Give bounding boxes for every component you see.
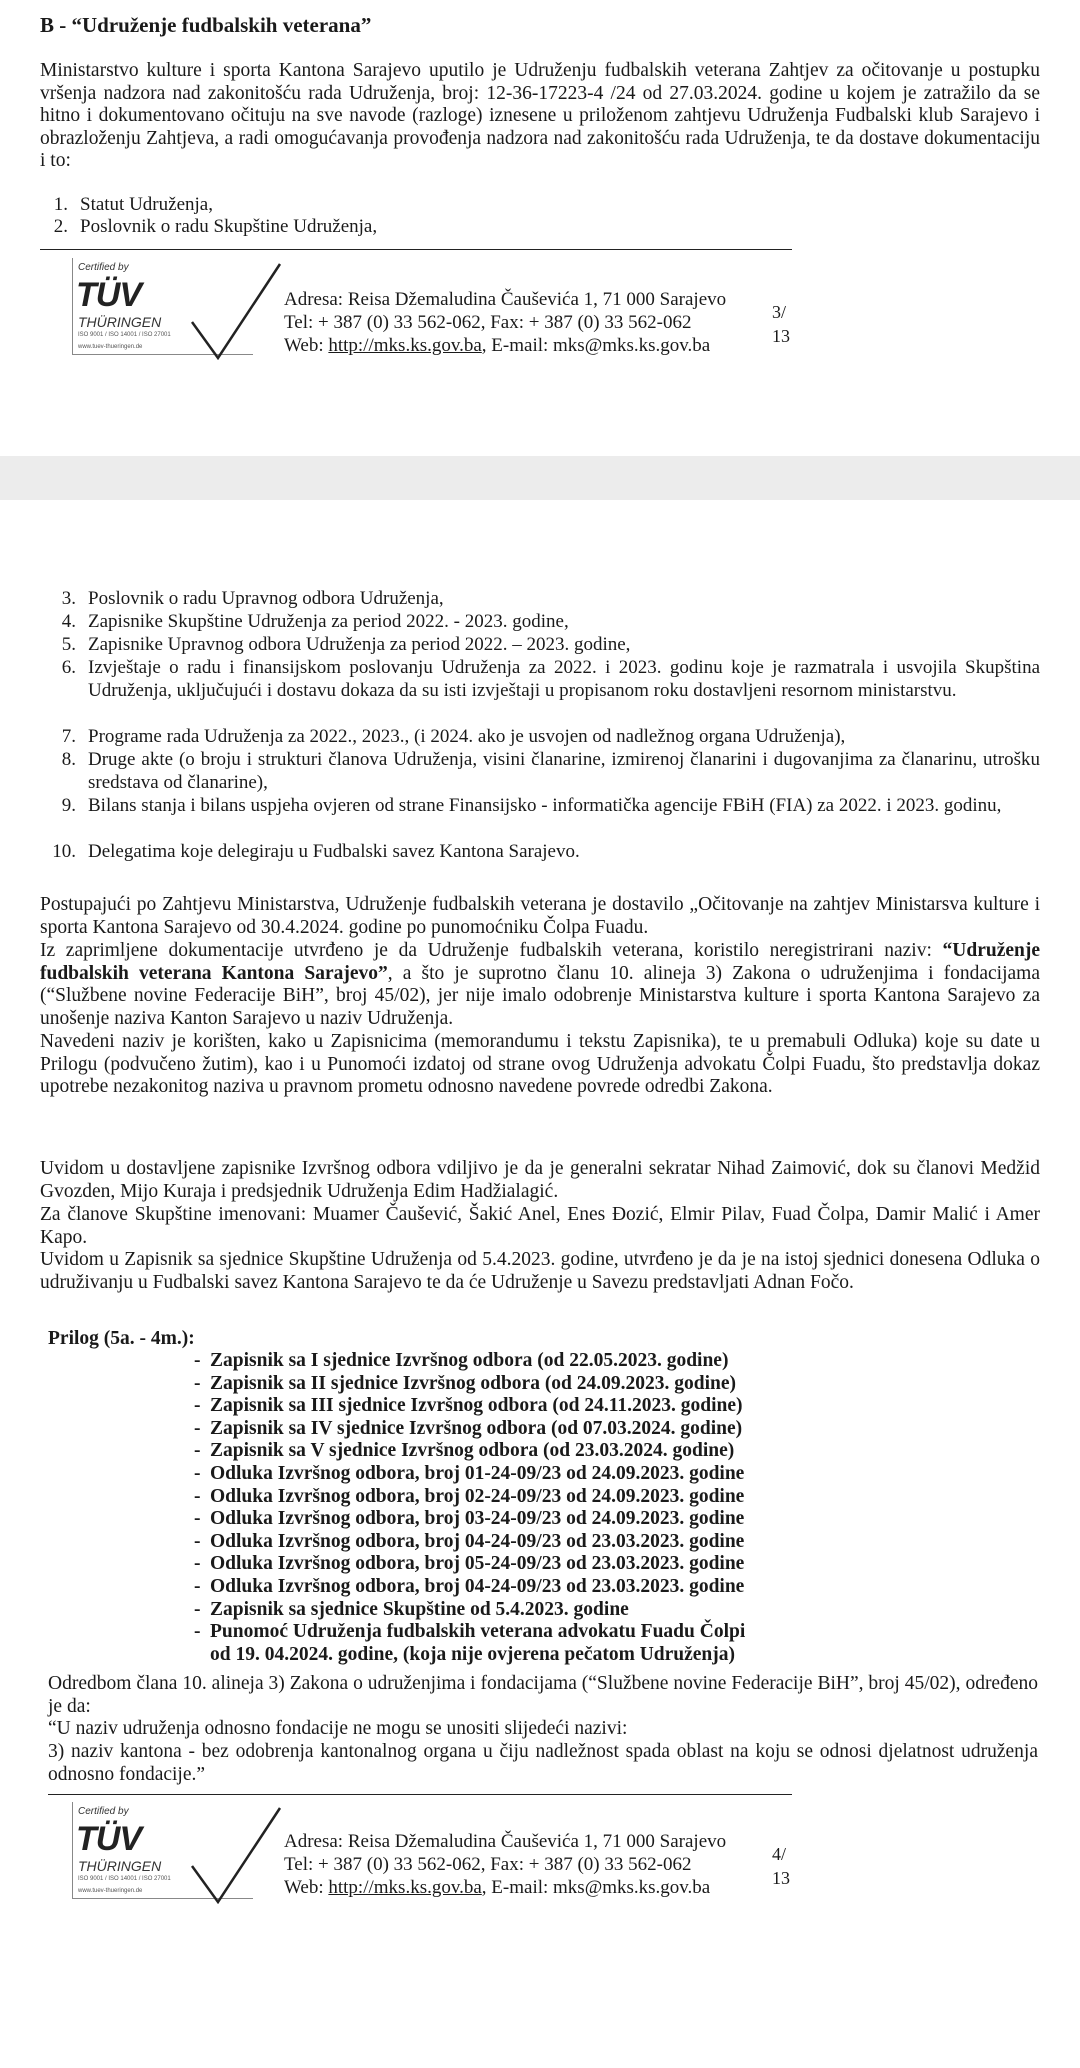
attachment-item: - Odluka Izvršnog odbora, broj 04-24-09/23 od 23.03.2023. godine	[194, 1576, 745, 1597]
page-total: 13	[772, 1868, 790, 1888]
checkmark-icon	[184, 260, 284, 360]
footer-address: Adresa: Reisa Džemaludina Čauševića 1, 71 000 Sarajevo	[284, 289, 727, 310]
attachment-item: - Odluka Izvršnog odbora, broj 05-24-09/23 od 23.03.2023. godine	[194, 1553, 745, 1575]
attachment-item: - Odluka Izvršnog odbora, broj 02-24-09/23 od 24.09.2023. godine	[194, 1485, 745, 1507]
paragraph-request: Ministarstvo kulture i sporta Kantona Sarajevo uputilo je Udruženju fudbalskih veterana Zahtjev za očitovanje u postupku vršenja nadzora nad zakonitošću rada Udruženja, broj: 12-36-17223-4 /24 od 27.03.2024. godine u kojem je zatražilo da se hitno i dokumentovano očituju na sve navode (razloge) iznesene u priloženom zahtjevu Udruženja Fudbalski klub Sarajevo i obrazloženju Zahtjeva, a radi omogućavanja provođenja nadzora nad zakonitošću rada Udruženja, te da dostave dokumentaciju i to:	[40, 60, 1040, 172]
page-separator	[0, 456, 1080, 500]
tuv-logo: Certified by TÜV THÜRINGEN ISO 9001 / ISO 14001 / ISO 27001 www.tuev-thueringen.de	[68, 258, 268, 376]
attachment-item: - Punomoć Udruženja fudbalskih veterana advokatu Fuadu Čolpi	[194, 1621, 746, 1643]
paragraph-assembly-members: Za članove Skupštine imenovani: Muamer Čaušević, Šakić Anel, Enes Đozić, Elmir Pilav, Fuad Čolpa, Damir Malić i Amer Kapo.	[40, 1204, 1040, 1248]
prilog-title: Prilog (5a. - 4m.):	[48, 1328, 195, 1349]
website-link[interactable]: http://mks.ks.gov.ba	[328, 335, 482, 356]
attachment-item: - Zapisnik sa V sjednice Izvršnog odbora (od 23.03.2024. godine)	[194, 1440, 735, 1462]
footer-divider	[40, 249, 792, 250]
page-footer	[62, 1802, 1062, 1922]
page-footer	[62, 258, 1062, 378]
section-title: B - “Udruženje fudbalskih veterana”	[40, 13, 372, 37]
paragraph-law-provision: Odredbom člana 10. alineja 3) Zakona o udruženjima i fondacijama (“Službene novine Federacije BiH”, broj 45/02), određeno je da:	[48, 1673, 1038, 1717]
footer-divider	[48, 1794, 792, 1795]
attachment-item: - Odluka Izvršnog odbora, broj 04-24-09/23 od 23.03.2023. godine	[194, 1530, 745, 1552]
page-total: 13	[772, 326, 790, 346]
tuv-logo: Certified by TÜV THÜRINGEN ISO 9001 / ISO 14001 / ISO 27001 www.tuev-thueringen.de	[68, 1802, 268, 1920]
website-link[interactable]: http://mks.ks.gov.ba	[328, 1877, 482, 1898]
unregistered-name: “Udruženje fudbalskih veterana Kantona Sarajevo”	[40, 940, 1040, 984]
attachment-item: - Zapisnik sa I sjednice Izvršnog odbora (od 22.05.2023. godine)	[194, 1350, 729, 1371]
document-page-3: B - “Udruženje fudbalskih veterana” Ministarstvo kulture i sporta Kantona Sarajevo uputilo je Udruženju fudbalskih veterana Zahtjev za očitovanje u postupku vršenja nadzora nad zakonitošću rada Udruženja, broj: 12-36-17223-4 /24 od 27.03.2024. godine u kojem je zatražilo da se hitno i dokumentovano očituju na sve navode (razloge) iznesene u priloženom zahtjevu Udruženja Fudbalski klub Sarajevo i obrazloženju Zahtjeva, a radi omogućavanja provođenja nadzora nad zakonitošću rada Udruženja, te da dostave dokumentaciju i to: 1. Statut Udruženja, 2. Poslovnik o radu Skupštine Udruženja, Certified by TÜV THÜRINGEN ISO 9001 / ISO 14001 / ISO 27001 www.tuev-thueringen.de Adresa: Reisa Džemaludina Čauševića 1, 71 000 Sarajevo Tel: + 387 (0) 33 562-062, Fax: + 387 (0) 33 562-062 Web: http://mks.ks.gov.ba, E-mail: mks@mks.ks.gov.ba 3/ 13	[0, 0, 1080, 378]
footer-web: Web: http://mks.ks.gov.ba, E-mail: mks@mks.ks.gov.ba	[284, 1877, 711, 1898]
page-number: 3/	[772, 302, 787, 322]
attachment-item: - Zapisnik sa IV sjednice Izvršnog odbora (od 07.03.2024. godine)	[194, 1417, 743, 1439]
attachment-item: - Odluka Izvršnog odbora, broj 01-24-09/23 od 24.09.2023. godine	[194, 1463, 745, 1484]
paragraph-assembly-decision: Uvidom u Zapisnik sa sjednice Skupštine Udruženja od 5.4.2023. godine, utvrđeno je da je na istoj sjednici donesena Odluka o udruživanju u Fudbalski savez Kantona Sarajevo te da će Udruženje u Savezu predstavljati Adnan Fočo.	[40, 1249, 1040, 1293]
document-page-4: 3. Poslovnik o radu Upravnog odbora Udruženja, 4. Zapisnike Skupštine Udruženja za period 2022. - 2023. godine, 5. Zapisnike Upravnog odbora Udruženja za period 2022. – 2023. godine, 6. Izvještaje o radu i finansijskom poslovanju Udruženja za 2022. i 2023. godinu koje je razmatrala i usvojila Skupština Udruženja, uključujući i dostavu dokaza da su isti izvještaji u propisanom roku dostavljeni resornom ministarstvu. 7. Programe rada Udruženja za 2022., 2023., (i 2024. ako je usvojen od nadležnog organa Udruženja), 8. Druge akte (o broju i strukturi članova Udruženja, visini članarine, izmirenoj članarini i dugovanjima za članarinu, utrošku sredstava od članarine), 9. Bilans stanja i bilans uspjeha ovjeren od strane Finansijsko - informatička agencije FBiH (FIA) za 2022. i 2023. godinu, 10. Delegatima koje delegiraju u Fudbalski savez Kantona Sarajevo. Postupajući po Zahtjevu Ministarstva, Udruženje fudbalskih veterana je dostavilo „Očitovanje na zahtjev Ministarsva kulture i sporta Kantona Sarajevo od 30.4.2024. godine po punomoćniku Čolpa Fuadu. Iz zaprimljene dokumentacije utvrđeno je da Udruženje fudbalskih veterana, koristilo neregistrirani naziv: “Udruženje fudbalskih veterana Kantona Sarajevo”, a što je suprotno članu 10. alineja 3) Zakona o udruženjima i fondacijama (“Službene novine Federacije BiH”, broj 45/02), jer nije imalo odobrenje Ministarstva kulture i sporta Kantona Sarajevo za unošenje naziva Kanton Sarajevo u naziv Udruženja. Navedeni naziv je korišten, kako u Zapisnicima (memorandumu i tekstu Zapisnika), te u premabuli Odluka) koje su date u Prilogu (podvučeno žutim), kao i u Punomoći izdatoj od strane ovog Udruženja advokatu Čolpi Fuadu, što predstavlja dokaz upotrebe nezakonitog naziva u pravnom prometu odnosno navedene povrede odredbi Zakona. Uvidom u dostavljene zapisnike Izvršnog odbora vdiljivo je da je generalni sekratar Nihad Zaimović, dok su članovi Medžid Gvozden, Mijo Kuraja i predsjednik Udruženja Edim Hadžialagić. Za članove Skupštine imenovani: Muamer Čaušević, Šakić Anel, Enes Đozić, Elmir Pilav, Fuad Čolpa, Damir Malić i Amer Kapo. Uvidom u Zapisnik sa sjednice Skupštine Udruženja od 5.4.2023. godine, utvrđeno je da je na istoj sjednici donesena Odluka o udruživanju u Fudbalski savez Kantona Sarajevo te da će Udruženje u Savezu predstavljati Adnan Fočo. Prilog (5a. - 4m.): - Zapisnik sa I sjednice Izvršnog odbora (od 22.05.2023. godine) - Zapisnik sa II sjednice Izvršnog odbora (od 24.09.2023. godine) - Zapisnik sa III sjednice Izvršnog odbora (od 24.11.2023. godine) - Zapisnik sa IV sjednice Izvršnog odbora (od 07.03.2024. godine) - Zapisnik sa V sjednice Izvršnog odbora (od 23.03.2024. godine) - Odluka Izvršnog odbora, broj 01-24-09/23 od 24.09.2023. godine - Odluka Izvršnog odbora, broj 02-24-09/23 od 24.09.2023. godine - Odluka Izvršnog odbora, broj 03-24-09/23 od 24.09.2023. godine - Odluka Izvršnog odbora, broj 04-24-09/23 od 23.03.2023. godine - Odluka Izvršnog odbora, broj 05-24-09/23 od 23.03.2023. godine - Odluka Izvršnog odbora, broj 04-24-09/23 od 23.03.2023. godine - Zapisnik sa sjednice Skupštine od 5.4.2023. godine - Punomoć Udruženja fudbalskih veterana advokatu Fuadu Čolpi od 19. 04.2024. godine, (koja nije ovjerena pečatom Udruženja) Odredbom člana 10. alineja 3) Zakona o udruženjima i fondacijama (“Službene novine Federacije BiH”, broj 45/02), određeno je da: “U naziv udruženja odnosno fondacije ne mogu se unositi slijedeći nazivi: 3) naziv kantona - bez odobrenja kantonalnog organa u čiju nadležnost spada oblast na koju se odnosi djelatnost udruženja odnosno fondacije.” Certified by TÜV THÜRINGEN ISO 9001 / ISO 14001 / ISO 27001 www.tuev-thueringen.de Adresa: Reisa Džemaludina Čauševića 1, 71 000 Sarajevo Tel: + 387 (0) 33 562-062, Fax: + 387 (0) 33 562-062 Web: http://mks.ks.gov.ba, E-mail: mks@mks.ks.gov.ba 4/ 13	[0, 500, 1080, 2068]
paragraph-response: Postupajući po Zahtjevu Ministarstva, Udruženje fudbalskih veterana je dostavilo „Očitovanje na zahtjev Ministarsva kulture i sporta Kantona Sarajevo od 30.4.2024. godine po punomoćniku Čolpa Fuadu.	[40, 894, 1040, 938]
attachment-item: - Zapisnik sa II sjednice Izvršnog odbora (od 24.09.2023. godine)	[194, 1372, 737, 1394]
footer-address: Adresa: Reisa Džemaludina Čauševića 1, 71 000 Sarajevo	[284, 1831, 727, 1852]
paragraph-law-item: 3) naziv kantona - bez odobrenja kantonalnog organa u čiju nadležnost spada oblast na koju se odnosi djelatnost udruženja odnosno fondacije.”	[48, 1741, 1038, 1785]
paragraph-law-quote: “U naziv udruženja odnosno fondacije ne mogu se unositi slijedeći nazivi:	[48, 1718, 628, 1739]
attachment-item: - Zapisnik sa III sjednice Izvršnog odbora (od 24.11.2023. godine)	[194, 1395, 743, 1417]
attachment-item: - Odluka Izvršnog odbora, broj 03-24-09/23 od 24.09.2023. godine	[194, 1508, 745, 1530]
checkmark-icon	[184, 1804, 284, 1904]
footer-web: Web: http://mks.ks.gov.ba, E-mail: mks@mks.ks.gov.ba	[284, 335, 711, 356]
footer-phone: Tel: + 387 (0) 33 562-062, Fax: + 387 (0) 33 562-062	[284, 312, 692, 333]
paragraph-board-members: Uvidom u dostavljene zapisnike Izvršnog odbora vdiljivo je da je generalni sekratar Nihad Zaimović, dok su članovi Medžid Gvozden, Mijo Kuraja i predsjednik Udruženja Edim Hadžialagić.	[40, 1158, 1040, 1202]
paragraph-evidence: Navedeni naziv je korišten, kako u Zapisnicima (memorandumu i tekstu Zapisnika), te u premabuli Odluka) koje su date u Prilogu (podvučeno žutim), kao i u Punomoći izdatoj od strane ovog Udruženja advokatu Čolpi Fuadu, što predstavlja dokaz upotrebe nezakonitog naziva u pravnom prometu odnosno navedene povrede odredbi Zakona.	[40, 1031, 1040, 1098]
paragraph-finding: Iz zaprimljene dokumentacije utvrđeno je da Udruženje fudbalskih veterana, koristilo neregistrirani naziv: “Udruženje fudbalskih veterana Kantona Sarajevo”, a što je suprotno članu 10. alineja 3) Zakona o udruženjima i fondacijama (“Službene novine Federacije BiH”, broj 45/02), jer nije imalo odobrenje Ministarstva kulture i sporta Kantona Sarajevo za unošenje naziva Kanton Sarajevo u naziv Udruženja.	[40, 940, 1040, 1029]
page-number: 4/	[772, 1844, 787, 1864]
footer-phone: Tel: + 387 (0) 33 562-062, Fax: + 387 (0) 33 562-062	[284, 1854, 692, 1875]
attachment-item: - Zapisnik sa sjednice Skupštine od 5.4.2023. godine	[194, 1598, 629, 1620]
attachment-item-continued: od 19. 04.2024. godine, (koja nije ovjerena pečatom Udruženja)	[210, 1643, 736, 1665]
